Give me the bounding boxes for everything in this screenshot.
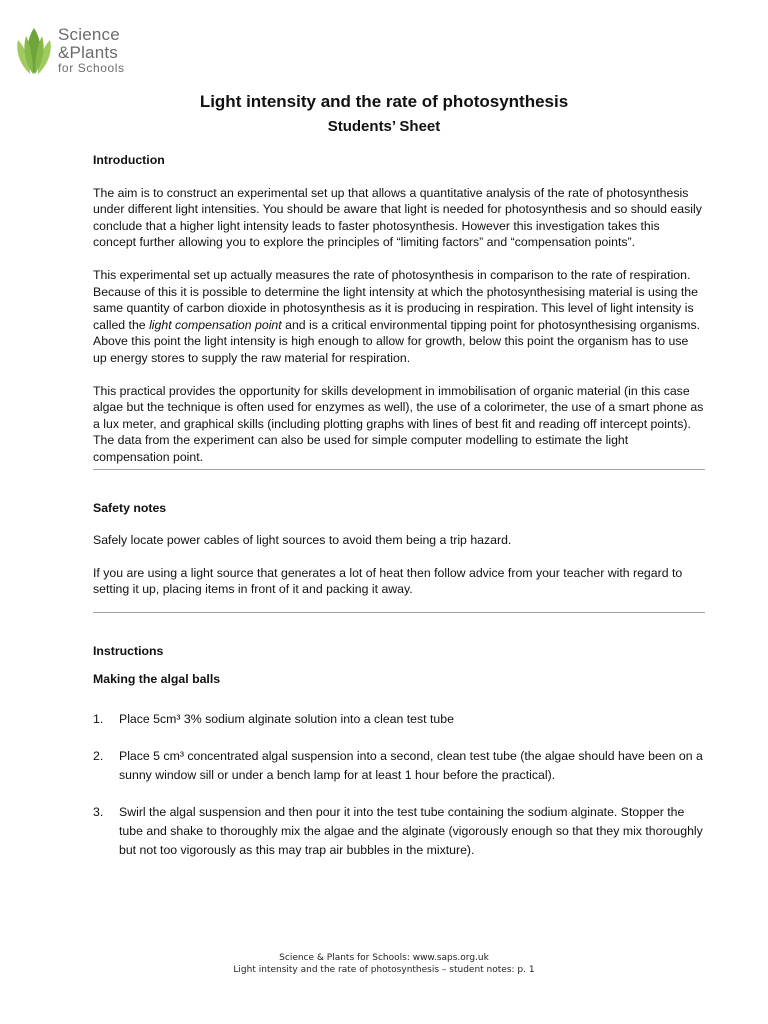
instruction-step	[93, 803, 705, 860]
footer-line-2: Light intensity and the rate of photosynthesis – student notes: p. 1	[233, 965, 535, 975]
light-compensation-point-term: light compensation point	[149, 317, 282, 332]
instructions-heading: Instructions	[93, 643, 164, 658]
step-text: Swirl the algal suspension and then pour it into the test tube containing the sodium alginate. Stopper the tube and shake to thoroughly mix the algae and the alginate (vigorously enough so that they mix thoroughly but not too vigorously as this may trap air bubbles in the mixture).	[119, 805, 703, 858]
intro-paragraph-2	[93, 267, 705, 367]
logo-line-science: Science	[58, 25, 120, 44]
document-title: Light intensity and the rate of photosynthesis	[199, 92, 569, 111]
section-divider	[93, 469, 705, 470]
intro-paragraph-1: The aim is to construct an experimental set up that allows a quantitative analysis of the rate of photosynthesis under different light intensities. You should be aware that light is needed for photosynthesis and so should easily conclude that a higher light intensity leads to faster photosynthesis. However this investigation takes this concept further allowing you to explore the principles of “limiting factors” and “compensation points”.	[93, 185, 702, 250]
instruction-steps	[93, 710, 705, 860]
safety-paragraph-1: Safely locate power cables of light sources to avoid them being a trip hazard.	[93, 533, 512, 548]
safety-paragraph-2: If you are using a light source that generates a lot of heat then follow advice from your teacher with regard to setting it up, placing items in front of it and packing it away.	[93, 565, 683, 597]
instruction-step	[93, 710, 705, 729]
document-subtitle: Students’ Sheet	[327, 118, 441, 135]
leaf-logo-icon	[12, 26, 56, 76]
intro-paragraph-2-start: This experimental set up actually measures the rate of photosynthesis in comparison to the rate of respiration. Because of this it is possible to determine the light intensity at which the photosynthesising material is using the same quantity of carbon dioxide in photosynthesis as it is producing in respiration. This level of light intensity is called the	[93, 267, 698, 332]
document-body	[93, 152, 705, 860]
step-number: 2.	[93, 749, 104, 764]
step-number: 1.	[93, 712, 104, 727]
step-text: Place 5 cm³ concentrated algal suspension into a second, clean test tube (the algae should have been on a sunny window sill or under a bench lamp for at least 1 hour before the practical).	[119, 749, 703, 783]
logo-line-schools: for Schools	[58, 61, 125, 75]
footer-line-1: Science & Plants for Schools: www.saps.org.uk	[279, 953, 489, 963]
instructions-subheading: Making the algal balls	[93, 672, 221, 687]
page-footer	[0, 952, 768, 976]
logo-line-plants: &Plants	[58, 43, 118, 62]
introduction-heading: Introduction	[93, 153, 165, 167]
step-number: 3.	[93, 805, 104, 820]
instruction-step	[93, 747, 705, 785]
saps-logo	[12, 26, 152, 78]
safety-heading: Safety notes	[93, 500, 167, 515]
section-divider	[93, 612, 705, 613]
intro-paragraph-3: This practical provides the opportunity for skills development in immobilisation of organic material (in this case algae but the technique is often used for enzymes as well), the use of a colorimeter, the use of a smart phone as a lux meter, and graphical skills (including plotting graphs with lines of best fit and reading off intercept points). The data from the experiment can also be used for simple computer modelling to estimate the light compensation point.	[93, 383, 704, 464]
step-text: Place 5cm³ 3% sodium alginate solution into a clean test tube	[119, 712, 454, 727]
logo-wordmark	[58, 26, 125, 74]
intro-paragraph-2-end: and is a critical environmental tipping point for photosynthesising organisms. Above this point the light intensity is high enough to allow for growth, below this point the organism has to use up energy stores to supply the raw material for respiration.	[93, 317, 701, 365]
